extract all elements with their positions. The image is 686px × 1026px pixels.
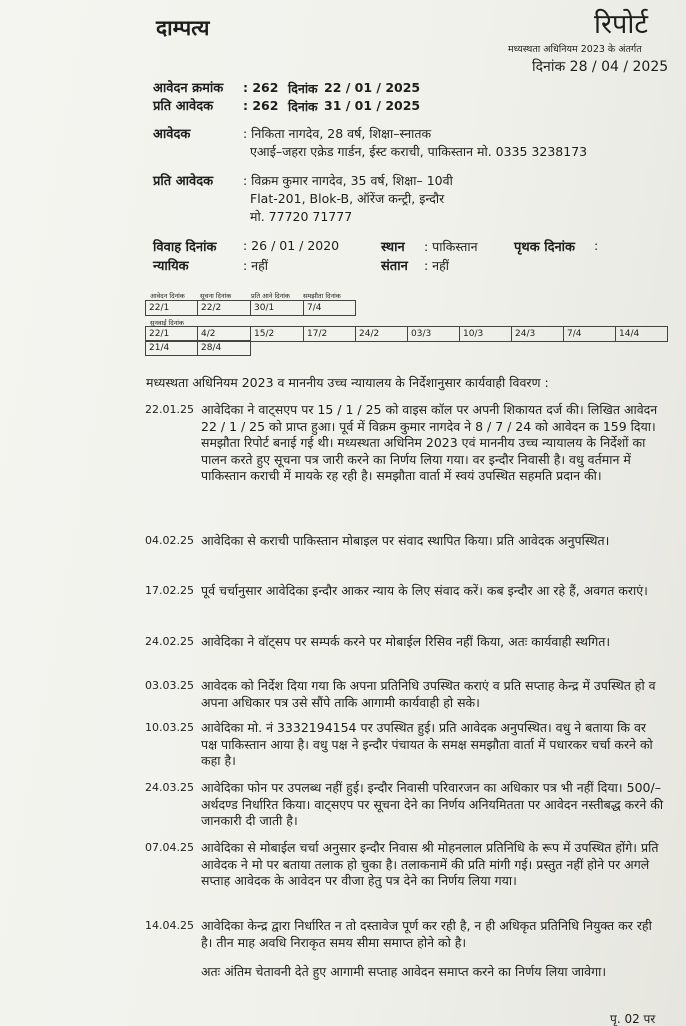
judicial-label: न्यायिक [153, 259, 189, 274]
counter-label: प्रति आवेदक [153, 99, 214, 114]
entry-date: 24.02.25 [145, 635, 194, 648]
table-header-notice: सूचना दिनांक [200, 292, 232, 300]
separation-label: पृथक दिनांक [514, 240, 576, 255]
closing-paragraph [145, 964, 665, 981]
entry-text: आवेदक को निर्देश दिया गया कि अपना प्रतिनिधि उपस्थित कराएं व प्रति सप्ताह केन्द्र में उपस्थित हो व अपना अधिकार पत्र उसे सौंपे ताकि आगामी कार्यवाही हो सके। [201, 678, 656, 710]
list-item [145, 678, 665, 711]
counter-date: 31 / 01 / 2025 [324, 98, 421, 113]
table-cell: 14/4 [616, 327, 668, 342]
respondent-address: Flat-201, Blok-B, ऑरेंज कन्ट्री, इन्दौर [250, 191, 445, 206]
table-header-counter: प्रति आने दिनांक [251, 292, 290, 300]
proceedings-intro: मध्यस्थता अधिनियम 2023 व माननीय उच्च न्यायालय के निर्देशानुसार कार्यवाही विवरण : [146, 375, 549, 390]
table-cell: 28/4 [198, 341, 251, 356]
dates-table-hearings-cont [145, 340, 251, 356]
respondent-phone: मो. 77720 71777 [250, 209, 353, 224]
entry-date: 17.02.25 [145, 584, 194, 597]
table-header-hearing: सुनवाई दिनांक [150, 319, 184, 327]
entry-date: 03.03.25 [145, 679, 194, 692]
entry-text: आवेदिका फोन पर उपलब्ध नहीं हुई। इन्दौर निवासी परिवारजन का अधिकार पत्र भी नहीं दिया। 500/– अर्थदण्ड निर्धारित किया। वाट्सएप पर सूचना देने का निर्णय अनियमितता पर आवेदन नस्तीबद्ध करने की जानकारी दी जाती है। [201, 780, 664, 828]
list-item [145, 840, 665, 890]
place-value: : पाकिस्तान [424, 239, 478, 254]
dates-table-top [145, 300, 356, 316]
table-cell: 7/4 [304, 301, 356, 316]
separation-value: : [594, 238, 599, 253]
table-row [146, 341, 251, 356]
entry-date: 24.03.25 [145, 781, 194, 794]
entry-date: 10.03.25 [145, 721, 194, 734]
entry-date: 04.02.25 [145, 534, 194, 547]
children-value: : नहीं [424, 258, 449, 273]
entry-text: आवेदिका से कराची पाकिस्तान मोबाइल पर संवाद स्थापित किया। प्रति आवेदक अनुपस्थित। [201, 533, 610, 548]
application-date: 22 / 01 / 2025 [324, 80, 421, 95]
application-label: आवेदन क्रमांक [153, 81, 224, 96]
marriage-date: : 26 / 01 / 2020 [243, 238, 340, 253]
marriage-date-label: विवाह दिनांक [153, 240, 217, 255]
counter-number: : 262 [243, 98, 279, 113]
table-cell: 21/4 [146, 341, 198, 356]
respondent-details: : विक्रम कुमार नागदेव, 35 वर्ष, शिक्षा– 10वी [243, 173, 453, 188]
table-row [146, 301, 356, 316]
table-cell: 4/2 [198, 327, 251, 342]
act-reference: मध्यस्थता अधिनियम 2023 के अंतर्गत [508, 44, 642, 55]
table-cell: 24/2 [356, 327, 408, 342]
entry-date: 22.01.25 [145, 403, 194, 416]
table-cell: 22/1 [146, 301, 198, 316]
table-cell: 03/3 [408, 327, 460, 342]
entry-text: पूर्व चर्चानुसार आवेदिका इन्दौर आकर न्याय के लिए संवाद करें। कब इन्दौर आ रहे हैं, अवगत कराएं। [201, 583, 648, 598]
list-item [145, 720, 665, 770]
table-cell: 7/4 [564, 327, 616, 342]
entry-text: आवेदिका मो. नं 3332194154 पर उपस्थित हुई। प्रति आवेदक अनुपस्थित। वधु ने बताया कि वर पक्ष पाकिस्तान आया है। वधु पक्ष ने इन्दौर पंचायत के समक्ष समझौता वार्ता में पधारकर चर्चा करने को कहा है। [201, 720, 653, 768]
table-cell: 15/2 [251, 327, 304, 342]
list-item [145, 583, 665, 600]
table-cell: 24/3 [512, 327, 564, 342]
list-item [145, 634, 665, 651]
entry-text: आवेदिका ने वाट्सएप पर 15 / 1 / 25 को वाइस कॉल पर अपनी शिकायत दर्ज की। लिखित आवेदन 22 / 1 / 25 को प्राप्त हुआ। पूर्व में विक्रम कुमार नागदेव ने 8 / 7 / 24 को आवेदन क 159 दिया। समझौता रिपोर्ट बनाई गई थी। मध्यस्थता अधिनिम 2023 एवं माननीय उच्च न्यायालय के निर्देशों का पालन करते हुए सूचना पत्र जारी करने का निर्णय लिया गया। वर इन्दौर निवासी है। वधु वर्तमान में पाकिस्तान कराची में मायके रह रही है। समझौता वार्ता में स्वयं उपस्थित सहमति प्रदान की। [201, 402, 658, 483]
children-label: संतान [381, 259, 408, 274]
applicant-address: एआई–जहरा एक्रेड गार्डन, ईस्ट कराची, पाकिस्तान मो. 0335 3238173 [250, 144, 588, 159]
place-label: स्थान [381, 240, 405, 255]
table-cell: 17/2 [304, 327, 356, 342]
document-category: दाम्पत्य [156, 16, 210, 40]
table-cell: 10/3 [460, 327, 512, 342]
application-number: : 262 [243, 80, 279, 95]
entry-date: 14.04.25 [145, 919, 194, 932]
entry-date: 07.04.25 [145, 841, 194, 854]
report-date: दिनांक 28 / 04 / 2025 [532, 59, 669, 75]
list-item [145, 402, 665, 485]
applicant-label: आवेदक [153, 127, 191, 142]
judicial-value: : नहीं [243, 258, 268, 273]
applicant-details: : निकिता नागदेव, 28 वर्ष, शिक्षा–स्नातक [243, 126, 432, 141]
application-date-label: दिनांक [288, 81, 318, 96]
table-cell: 22/1 [146, 327, 198, 342]
closing-text: अतः अंतिम चेतावनी देते हुए आगामी सप्ताह आवेदन समाप्त करने का निर्णय लिया जावेगा। [201, 964, 607, 979]
table-cell: 30/1 [251, 301, 304, 316]
counter-date-label: दिनांक [288, 99, 318, 114]
list-item [145, 918, 665, 951]
entry-text: आवेदिका केन्द्र द्वारा निर्धारित न तो दस्तावेज पूर्ण कर रही है, न ही अधिकृत प्रतिनिधि नियुक्त कर रही है। तीन माह अवधि निराकृत समय सीमा समाप्त होने को है। [201, 918, 652, 950]
entry-text: आवेदिका ने वॉट्सप पर सम्पर्क करने पर मोबाईल रिसिव नहीं किया, अतः कार्यवाही स्थगित। [201, 634, 611, 649]
page-number: पृ. 02 पर [610, 1012, 656, 1026]
list-item [145, 533, 665, 550]
table-header-agreement: समझौता दिनांक [303, 292, 341, 300]
respondent-label: प्रति आवेदक [153, 174, 214, 189]
list-item [145, 780, 665, 830]
entry-text: आवेदिका से मोबाईल चर्चा अनुसार इन्दौर निवास श्री मोहनलाल प्रतिनिधि के रूप में उपस्थित होंगे। प्रति आवेदक ने मो पर बताया तलाक हो चुका है। तलाकनामें की प्रति मांगी गई। प्रस्तुत नहीं होने पर अगले सप्ताह आवेदक के आवेदन पर वीजा हेतु पत्र देने का निर्णय लिया गया। [201, 840, 659, 888]
table-header-application: आवेदन दिनांक [150, 292, 185, 300]
document-title: रिपोर्ट [594, 9, 648, 40]
table-cell: 22/2 [198, 301, 251, 316]
